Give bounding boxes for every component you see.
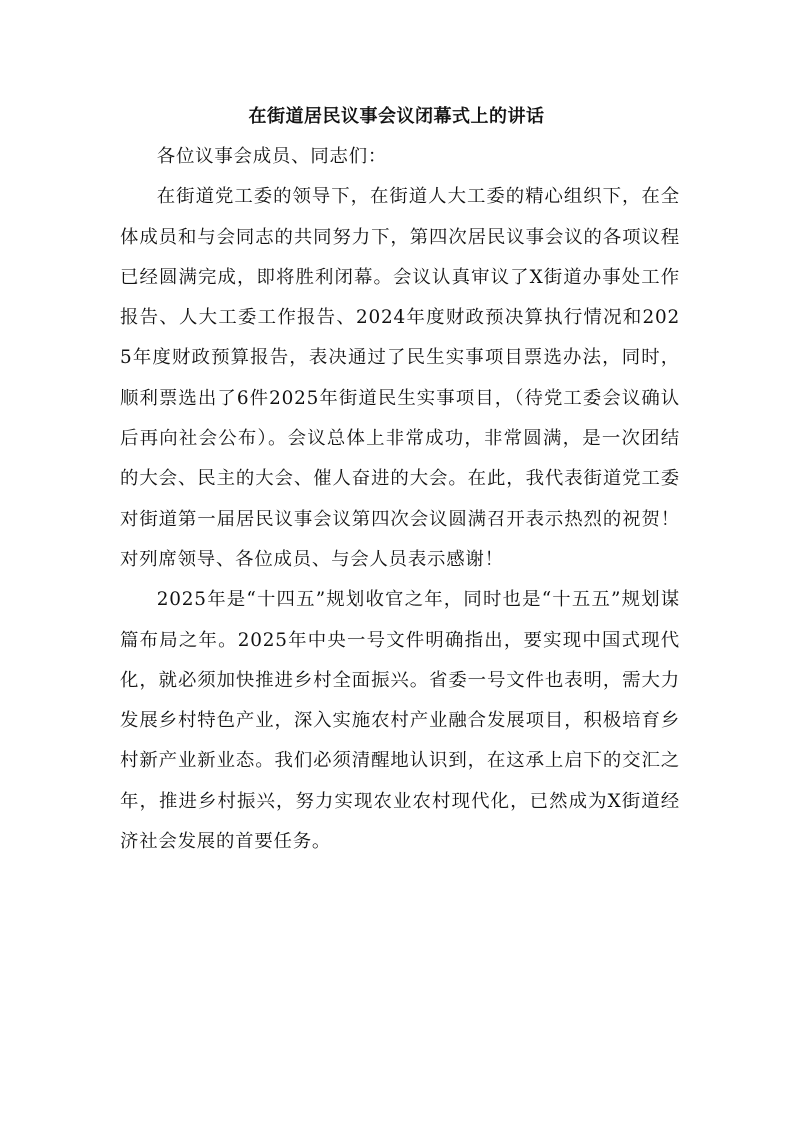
document-body <box>120 137 680 862</box>
paragraph-2: 2025年是“十四五”规划收官之年，同时也是“十五五”规划谋篇布局之年。2025年中央一号文件明确指出，要实现中国式现代化，就必须加快推进乡村全面振兴。省委一号文件也表明，需大力发展乡村特色产业，深入实施农村产业融合发展项目，积极培育乡村新产业新业态。我们必须清醒地认识到，在这承上启下的交汇之年，推进乡村振兴，努力实现农业农村现代化，已然成为X街道经济社会发展的首要任务。 <box>120 589 680 853</box>
paragraph-1: 在街道党工委的领导下，在街道人大工委的精心组织下，在全体成员和与会同志的共同努力下，第四次居民议事会议的各项议程已经圆满完成，即将胜利闭幕。会议认真审议了X街道办事处工作报告、人大工委工作报告、2024年度财政预决算执行情况和2025年度财政预算报告，表决通过了民生实事项目票选办法，同时，顺利票选出了6件2025年街道民生实事项目，（待党工委会议确认后再向社会公布）。会议总体上非常成功，非常圆满，是一次团结的大会、民主的大会、催人奋进的大会。在此，我代表街道党工委对街道第一届居民议事会议第四次会议圆满召开表示热烈的祝贺！对列席领导、各位成员、与会人员表示感谢！ <box>120 186 680 570</box>
salutation: 各位议事会成员、同志们： <box>156 146 388 167</box>
document-title: 在街道居民议事会议闭幕式上的讲话 <box>248 106 545 127</box>
